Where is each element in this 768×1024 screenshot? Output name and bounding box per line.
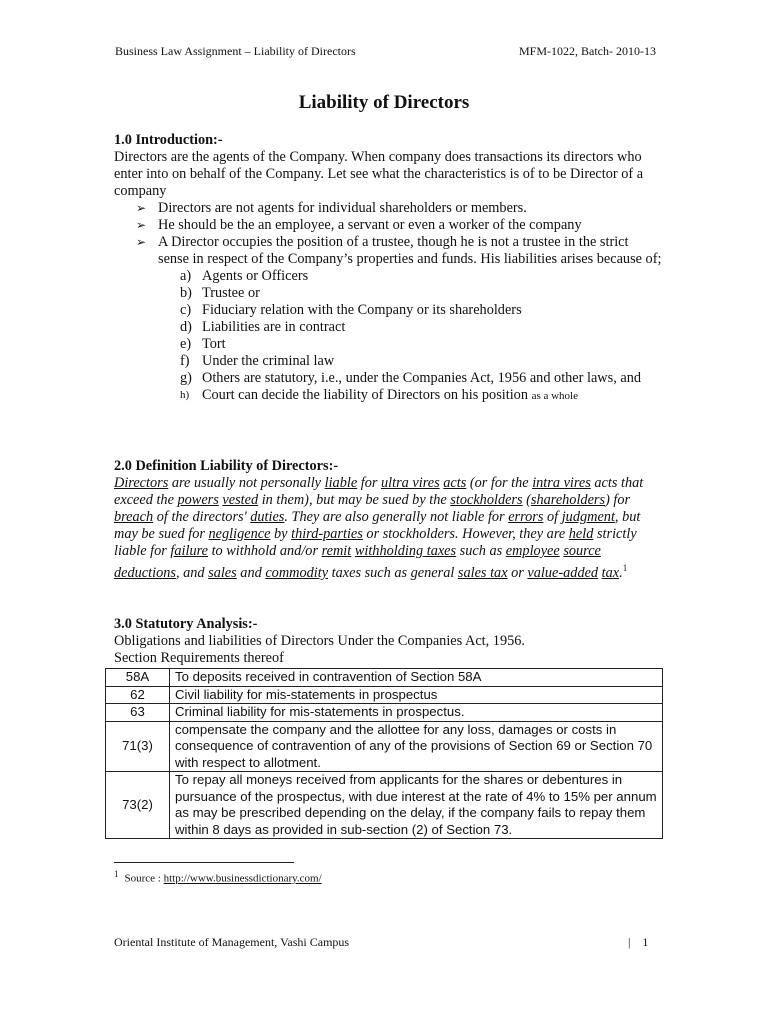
section-cell: 58A — [106, 669, 170, 687]
linked-term: acts — [443, 475, 467, 491]
definition-text: ) for — [605, 492, 631, 508]
footnote-number: 1 — [114, 869, 119, 879]
table-row — [106, 721, 663, 772]
arrow-bullet-icon: ➢ — [136, 218, 147, 232]
list-item — [136, 217, 662, 234]
linked-term: intra vires — [532, 475, 591, 491]
definition-paragraph — [114, 475, 662, 582]
item-marker: h) — [180, 389, 190, 401]
linked-term: vested — [222, 492, 259, 508]
item-suffix: as a whole — [531, 390, 578, 402]
linked-term: employee — [505, 543, 560, 559]
item-text: Others are statutory, i.e., under the Companies Act, 1956 and other laws, and — [202, 370, 641, 386]
linked-term: judgment — [561, 509, 615, 525]
linked-term: tax — [601, 564, 620, 581]
definition-text: acts that exceed the — [114, 475, 644, 508]
bullet-text: He should be the an employee, a servant or even a worker of the company — [158, 217, 582, 233]
footer-institute: Oriental Institute of Management, Vashi Campus — [114, 935, 350, 949]
linked-term: sales tax — [457, 564, 508, 581]
definition-text: (or for the — [466, 475, 533, 491]
definition-text: of the directors' — [153, 509, 251, 525]
item-text: Tort — [202, 336, 226, 352]
requirement-cell: To deposits received in contravention of Section 58A — [170, 669, 663, 687]
definition-text: and — [236, 564, 266, 581]
definition-section — [114, 458, 662, 582]
requirements-table — [105, 668, 663, 839]
definition-text: strictly liable for — [114, 526, 637, 559]
page-title: Liability of Directors — [298, 92, 470, 113]
linked-term: sales — [208, 564, 237, 581]
statutory-heading: 3.0 Statutory Analysis:- — [114, 616, 258, 632]
definition-text: to withhold and/or — [208, 543, 322, 559]
list-item — [180, 370, 662, 387]
item-text: Liabilities are in contract — [202, 319, 346, 335]
definition-text: are usually not personally — [168, 475, 325, 491]
list-item — [180, 353, 662, 370]
definition-text: by — [270, 526, 292, 542]
list-item — [180, 268, 662, 285]
requirement-cell: Criminal liability for mis-statements in prospectus. — [170, 704, 663, 722]
linked-term: source — [563, 543, 601, 559]
statutory-line-1: Obligations and liabilities of Directors Under the Companies Act, 1956. — [114, 633, 525, 649]
linked-term: third-parties — [291, 526, 363, 542]
item-marker: e) — [180, 336, 192, 352]
footer-page — [628, 935, 648, 950]
definition-text: . — [619, 564, 623, 581]
list-item — [136, 234, 662, 268]
item-marker: b) — [180, 285, 192, 301]
table-row — [106, 704, 663, 722]
section-cell: 71(3) — [106, 721, 170, 772]
linked-term: duties — [250, 509, 285, 525]
item-text: Under the criminal law — [202, 353, 335, 369]
definition-text: , and — [175, 564, 209, 581]
linked-term: negligence — [208, 526, 271, 542]
definition-text: ( — [522, 492, 531, 508]
list-item — [180, 387, 662, 405]
item-marker: a) — [180, 268, 192, 284]
item-text: Trustee or — [202, 285, 260, 301]
definition-text: . They are also generally not liable for — [284, 509, 509, 525]
table-row — [106, 686, 663, 704]
linked-term: failure — [170, 543, 208, 559]
requirement-cell: compensate the company and the allottee for any loss, damages or costs in consequence of contravention of any of the provisions of Section 69 or Section 70 with respect to allotment. — [170, 721, 663, 772]
arrow-bullet-icon: ➢ — [136, 201, 147, 215]
item-text: Court can decide the liability of Directors on his position — [202, 387, 528, 403]
table-row — [106, 669, 663, 687]
linked-term: commodity — [265, 564, 329, 581]
linked-term: stockholders — [450, 492, 523, 508]
definition-text: such as — [456, 543, 506, 559]
arrow-bullet-icon: ➢ — [136, 235, 147, 249]
footnote-reference: 1 — [622, 563, 628, 573]
definition-text: or stockholders. However, they are — [362, 526, 569, 542]
header-left: Business Law Assignment – Liability of Directors — [115, 44, 356, 58]
intro-bullet-list — [136, 200, 662, 268]
linked-term: shareholders — [530, 492, 606, 508]
item-text: Agents or Officers — [202, 268, 309, 284]
statutory-line-2: Section Requirements thereof — [114, 650, 284, 666]
definition-text: or — [507, 564, 528, 581]
item-marker: d) — [180, 319, 192, 335]
requirement-cell: Civil liability for mis-statements in prospectus — [170, 686, 663, 704]
intro-paragraph: Directors are the agents of the Company. When company does transactions its directors who enter into on behalf of the Company. Let see what the characteristics is of to be Director of a company — [114, 149, 644, 199]
linked-term: powers — [177, 492, 219, 508]
linked-term: Directors — [114, 475, 169, 491]
footnote-link[interactable]: http://www.businessdictionary.com/ — [163, 872, 322, 885]
bullet-text: Directors are not agents for individual shareholders or members. — [158, 200, 527, 216]
list-item — [180, 285, 662, 302]
definition-text: taxes such as general — [328, 564, 458, 581]
definition-text: in them), but may be sued by the — [258, 492, 451, 508]
linked-term: remit — [321, 543, 352, 559]
linked-term: breach — [114, 509, 154, 525]
linked-term: withholding taxes — [354, 543, 457, 559]
definition-text: , but may be sued for — [114, 509, 641, 542]
list-item — [180, 319, 662, 336]
footnote-divider — [114, 862, 294, 863]
definition-text: of — [543, 509, 562, 525]
definition-heading: 2.0 Definition Liability of Directors:- — [114, 458, 339, 474]
page-number: 1 — [642, 935, 649, 949]
section-cell: 62 — [106, 686, 170, 704]
intro-section — [114, 132, 662, 405]
list-item — [136, 200, 662, 217]
intro-heading: 1.0 Introduction:- — [114, 132, 223, 148]
requirement-cell: To repay all moneys received from applicants for the shares or debentures in pursuance of the prospectus, with due interest at the rate of 4% to 15% per annum as may be prescribed depending on the delay, if the company fails to repay them within 8 days as provided in sub-section (2) of Section 73. — [170, 772, 663, 839]
item-marker: c) — [180, 302, 192, 318]
list-item — [180, 336, 662, 353]
section-cell: 63 — [106, 704, 170, 722]
list-item — [180, 302, 662, 319]
footnote-label: Source : — [124, 872, 164, 885]
footer-separator: | — [628, 935, 631, 949]
bullet-text: A Director occupies the position of a trustee, though he is not a trustee in the strict sense in respect of the Company’s properties and funds. His liabilities arises because of; — [158, 234, 662, 267]
linked-term: liable — [324, 475, 358, 491]
liability-subitem-list — [180, 268, 662, 405]
footnote — [114, 869, 322, 885]
table-row — [106, 772, 663, 839]
item-marker: f) — [180, 353, 190, 369]
item-text: Fiduciary relation with the Company or its shareholders — [202, 302, 522, 318]
linked-term: held — [568, 526, 594, 542]
statutory-section — [114, 616, 662, 667]
linked-term: deductions — [114, 564, 176, 581]
linked-term: value-added — [527, 564, 599, 581]
item-marker: g) — [180, 370, 192, 386]
linked-term: errors — [508, 509, 544, 525]
header-right: MFM-1022, Batch- 2010-13 — [519, 44, 656, 58]
definition-text: for — [357, 475, 382, 491]
section-cell: 73(2) — [106, 772, 170, 839]
linked-term: ultra vires — [381, 475, 440, 491]
